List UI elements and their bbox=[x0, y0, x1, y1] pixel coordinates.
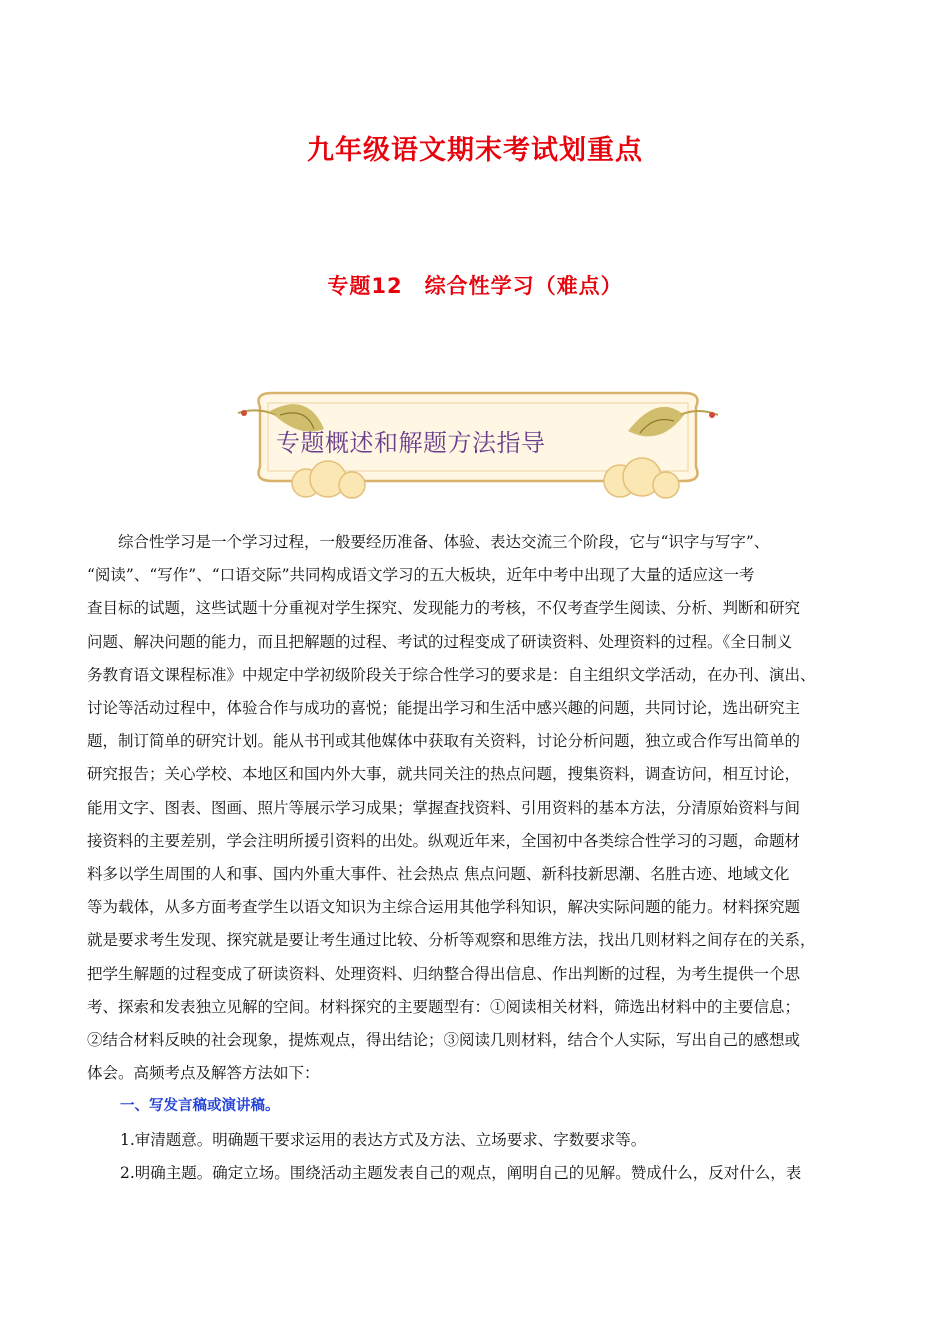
paragraph-line: 务教育语文课程标准》中规定中学初级阶段关于综合性学习的要求是：自主组织文学活动，在办刊、演出、 bbox=[87, 665, 816, 684]
paragraph-line: 把学生解题的过程变成了研读资料、处理资料、归纳整合得出信息、作出判断的过程，为考生提供一个思 bbox=[87, 964, 801, 983]
paragraph-line: ②结合材料反映的社会现象，提炼观点，得出结论；③阅读几则材料，结合个人实际，写出自己的感想或 bbox=[87, 1031, 801, 1050]
list-item: 2.明确主题。确定立场。围绕活动主题发表自己的观点，阐明自己的见解。赞成什么，反对什么，表 bbox=[120, 1163, 802, 1182]
paragraph-line: 研究报告；关心学校、本地区和国内外大事，就共同关注的热点问题，搜集资料，调查访问，相互讨论， bbox=[87, 765, 801, 784]
paragraph-line: “阅读”、“写作”、“口语交际”共同构成语文学习的五大板块，近年中考中出现了大量的适应这一考 bbox=[87, 566, 755, 585]
paragraph-line: 料多以学生周围的人和事、国内外重大事件、社会热点 焦点问题、新科技新思潮、名胜古迹、地域文化 bbox=[87, 865, 790, 884]
paragraph-line: 能用文字、图表、图画、照片等展示学习成果；掌握查找资料、引用资料的基本方法，分清原始资料与间 bbox=[87, 798, 801, 817]
paragraph-line: 考、探索和发表独立见解的空间。材料探究的主要题型有：①阅读相关材料，筛选出材料中的主要信息； bbox=[87, 997, 801, 1016]
paragraph-line: 题，制订简单的研究计划。能从书刊或其他媒体中获取有关资料，讨论分析问题，独立或合作写出简单的 bbox=[87, 732, 801, 751]
paragraph-line: 讨论等活动过程中，体验合作与成功的喜悦；能提出学习和生活中感兴趣的问题，共同讨论，选出研究主 bbox=[87, 699, 801, 718]
paragraph-line: 综合性学习是一个学习过程，一般要经历准备、体验、表达交流三个阶段，它与“识字与写字”、 bbox=[118, 533, 770, 551]
intro-paragraph bbox=[87, 526, 863, 1090]
paragraph-line: 接资料的主要差别，学会注明所援引资料的出处。纵观近年来，全国初中各类综合性学习的习题，命题材 bbox=[87, 831, 801, 850]
paragraph-line: 等为载体，从多方面考查学生以语文知识为主综合运用其他学科知识，解决实际问题的能力。材料探究题 bbox=[87, 898, 801, 917]
paragraph-line: 查目标的试题，这些试题十分重视对学生探究、发现能力的考核，不仅考查学生阅读、分析、判断和研究 bbox=[87, 599, 801, 618]
section-banner bbox=[228, 385, 728, 510]
paragraph-line: 问题、解决问题的能力，而且把解题的过程、考试的过程变成了研读资料、处理资料的过程。《全日制义 bbox=[87, 632, 793, 651]
paragraph-line: 体会。高频考点及解答方法如下： bbox=[87, 1064, 320, 1083]
banner-label: 专题概述和解题方法指导 bbox=[276, 429, 546, 457]
paragraph-line: 就是要求考生发现、探究就是要让考生通过比较、分析等观察和思维方法，找出几则材料之间存在的关系， bbox=[87, 931, 816, 950]
document-subtitle: 专题12 综合性学习（难点） bbox=[327, 274, 623, 298]
document-title: 九年级语文期末考试划重点 bbox=[307, 135, 643, 166]
article-body bbox=[87, 526, 863, 1190]
list-item: 1.审清题意。明确题干要求运用的表达方式及方法、立场要求、字数要求等。 bbox=[120, 1130, 647, 1149]
section-heading: 一、写发言稿或演讲稿。 bbox=[120, 1098, 280, 1115]
